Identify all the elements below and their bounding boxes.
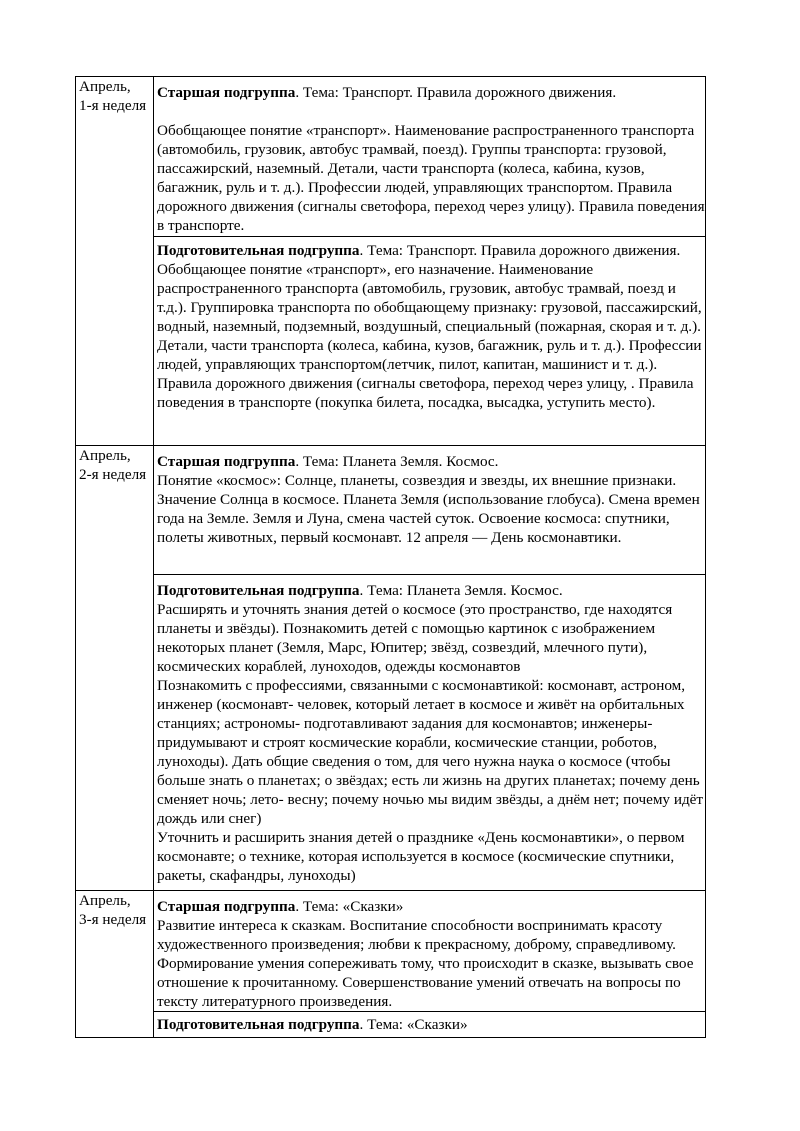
topic-description: Познакомить с профессиями, связанными с космонавтикой: космонавт, астроном, инженер (космонавт- человек, который летает в космосе и живёт на орбитальных станциях; астрономы- подготавливают задания для космонавтов; инженеры- придумывают и строят космические корабли, космические станции, роботов, луноходы). Дать общие сведения о том, для чего нужна наука о космосе (чтобы больше знать о планетах; о звёздах; есть ли жизнь на других планетах; почему день сменяет ночь; лето- весну; почему ночью мы видим звёзды, а днём нет; почему идёт дождь или снег): [157, 677, 704, 827]
week-cell: [76, 446, 154, 891]
week-label: 3-я неделя: [79, 911, 147, 928]
prep-subgroup-cell: [154, 1012, 706, 1038]
week-cell: [76, 891, 154, 1038]
topic-text: . Тема: Транспорт. Правила дорожного движения.: [295, 84, 617, 101]
prep-subgroup-cell: [154, 575, 706, 891]
week-label: 1-я неделя: [79, 97, 147, 114]
subgroup-name: Подготовительная подгруппа: [157, 242, 360, 259]
table-row: [76, 77, 706, 237]
subgroup-name: Старшая подгруппа: [157, 898, 296, 915]
topic-text: . Тема: Транспорт. Правила дорожного движения.: [359, 242, 681, 259]
topic-description: Уточнить и расширить знания детей о празднике «День космонавтики», о первом космонавте; о технике, которая используется в космосе (космические спутники, ракеты, скафандры, луноходы): [157, 829, 685, 884]
schedule-table: [75, 76, 706, 1038]
table-row: [76, 891, 706, 1012]
subgroup-name: Подготовительная подгруппа: [157, 1016, 360, 1033]
month-label: Апрель,: [79, 447, 131, 464]
topic-description: Обобщающее понятие «транспорт», его назначение. Наименование распространенного транспорта (автомобиль, грузовик, автобус трамвай, поезд и т.д.). Группировка транспорта по обобщающему признаку: грузовой, пассажирский, водный, наземный, подземный, воздушный, специальный (пожарная, скорая и т. д.). Детали, части транспорта (колеса, кабина, кузов, багажник, руль и т. д.). Профессии людей, управляющих транспортом(летчик, пилот, капитан, машинист и т. д.). Правила дорожного движения (сигналы светофора, переход через улицу, . Правила поведения в транспорте (покупка билета, посадка, высадка, уступить место).: [157, 261, 702, 411]
senior-topic-line: [157, 897, 705, 916]
senior-topic-line: [157, 452, 705, 471]
prep-topic-line: [157, 241, 705, 260]
table-row: [76, 446, 706, 575]
subgroup-name: Старшая подгруппа: [157, 453, 296, 470]
topic-text: . Тема: Планета Земля. Космос.: [295, 453, 499, 470]
subgroup-name: Старшая подгруппа: [157, 84, 296, 101]
topic-description: Развитие интереса к сказкам. Воспитание способности воспринимать красоту художественного произведения; любви к прекрасному, доброму, справедливому. Формирование умения сопереживать тому, что происходит в сказке, вызывать свое отношение к прочитанному. Совершенствование умений отвечать на вопросы по тексту литературного произведения.: [157, 917, 694, 1010]
subgroup-name: Подготовительная подгруппа: [157, 582, 360, 599]
prep-topic-line: [157, 581, 705, 600]
prep-subgroup-cell: [154, 237, 706, 446]
month-label: Апрель,: [79, 78, 131, 95]
month-label: Апрель,: [79, 892, 131, 909]
senior-subgroup-cell: [154, 77, 706, 237]
senior-topic-line: [157, 83, 705, 102]
topic-text: . Тема: Планета Земля. Космос.: [359, 582, 563, 599]
week-cell: [76, 77, 154, 446]
table-row: [76, 575, 706, 891]
topic-description: Понятие «космос»: Солнце, планеты, созвездия и звезды, их внешние признаки. Значение Солнца в космосе. Планета Земля (использование глобуса). Смена времен года на Земле. Земля и Луна, смена частей суток. Освоение космоса: спутники, полеты животных, первый космонавт. 12 апреля — День космонавтики.: [157, 472, 700, 546]
topic-text: . Тема: «Сказки»: [295, 898, 404, 915]
senior-subgroup-cell: [154, 891, 706, 1012]
topic-description: Обобщающее понятие «транспорт». Наименование распространенного транспорта (автомобиль, грузовик, автобус трамвай, поезд). Группы транспорта: грузовой, пассажирский, наземный. Детали, части транспорта (колеса, кабина, кузов, багажник, руль и т. д.). Профессии людей, управляющих транспортом. Правила дорожного движения (сигналы светофора, переход через улицу). Правила поведения в транспорте.: [157, 122, 705, 234]
topic-text: . Тема: «Сказки»: [359, 1016, 468, 1033]
senior-subgroup-cell: [154, 446, 706, 575]
week-label: 2-я неделя: [79, 466, 147, 483]
topic-description: Расширять и уточнять знания детей о космосе (это пространство, где находятся планеты и звёзды). Познакомить детей с помощью картинок с изображением некоторых планет (Земля, Марс, Юпитер; звёзд, созвездий, млечного пути), космических кораблей, луноходов, одежды космонавтов: [157, 601, 673, 675]
table-row: [76, 1012, 706, 1038]
table-row: [76, 237, 706, 446]
prep-topic-line: [157, 1015, 705, 1034]
